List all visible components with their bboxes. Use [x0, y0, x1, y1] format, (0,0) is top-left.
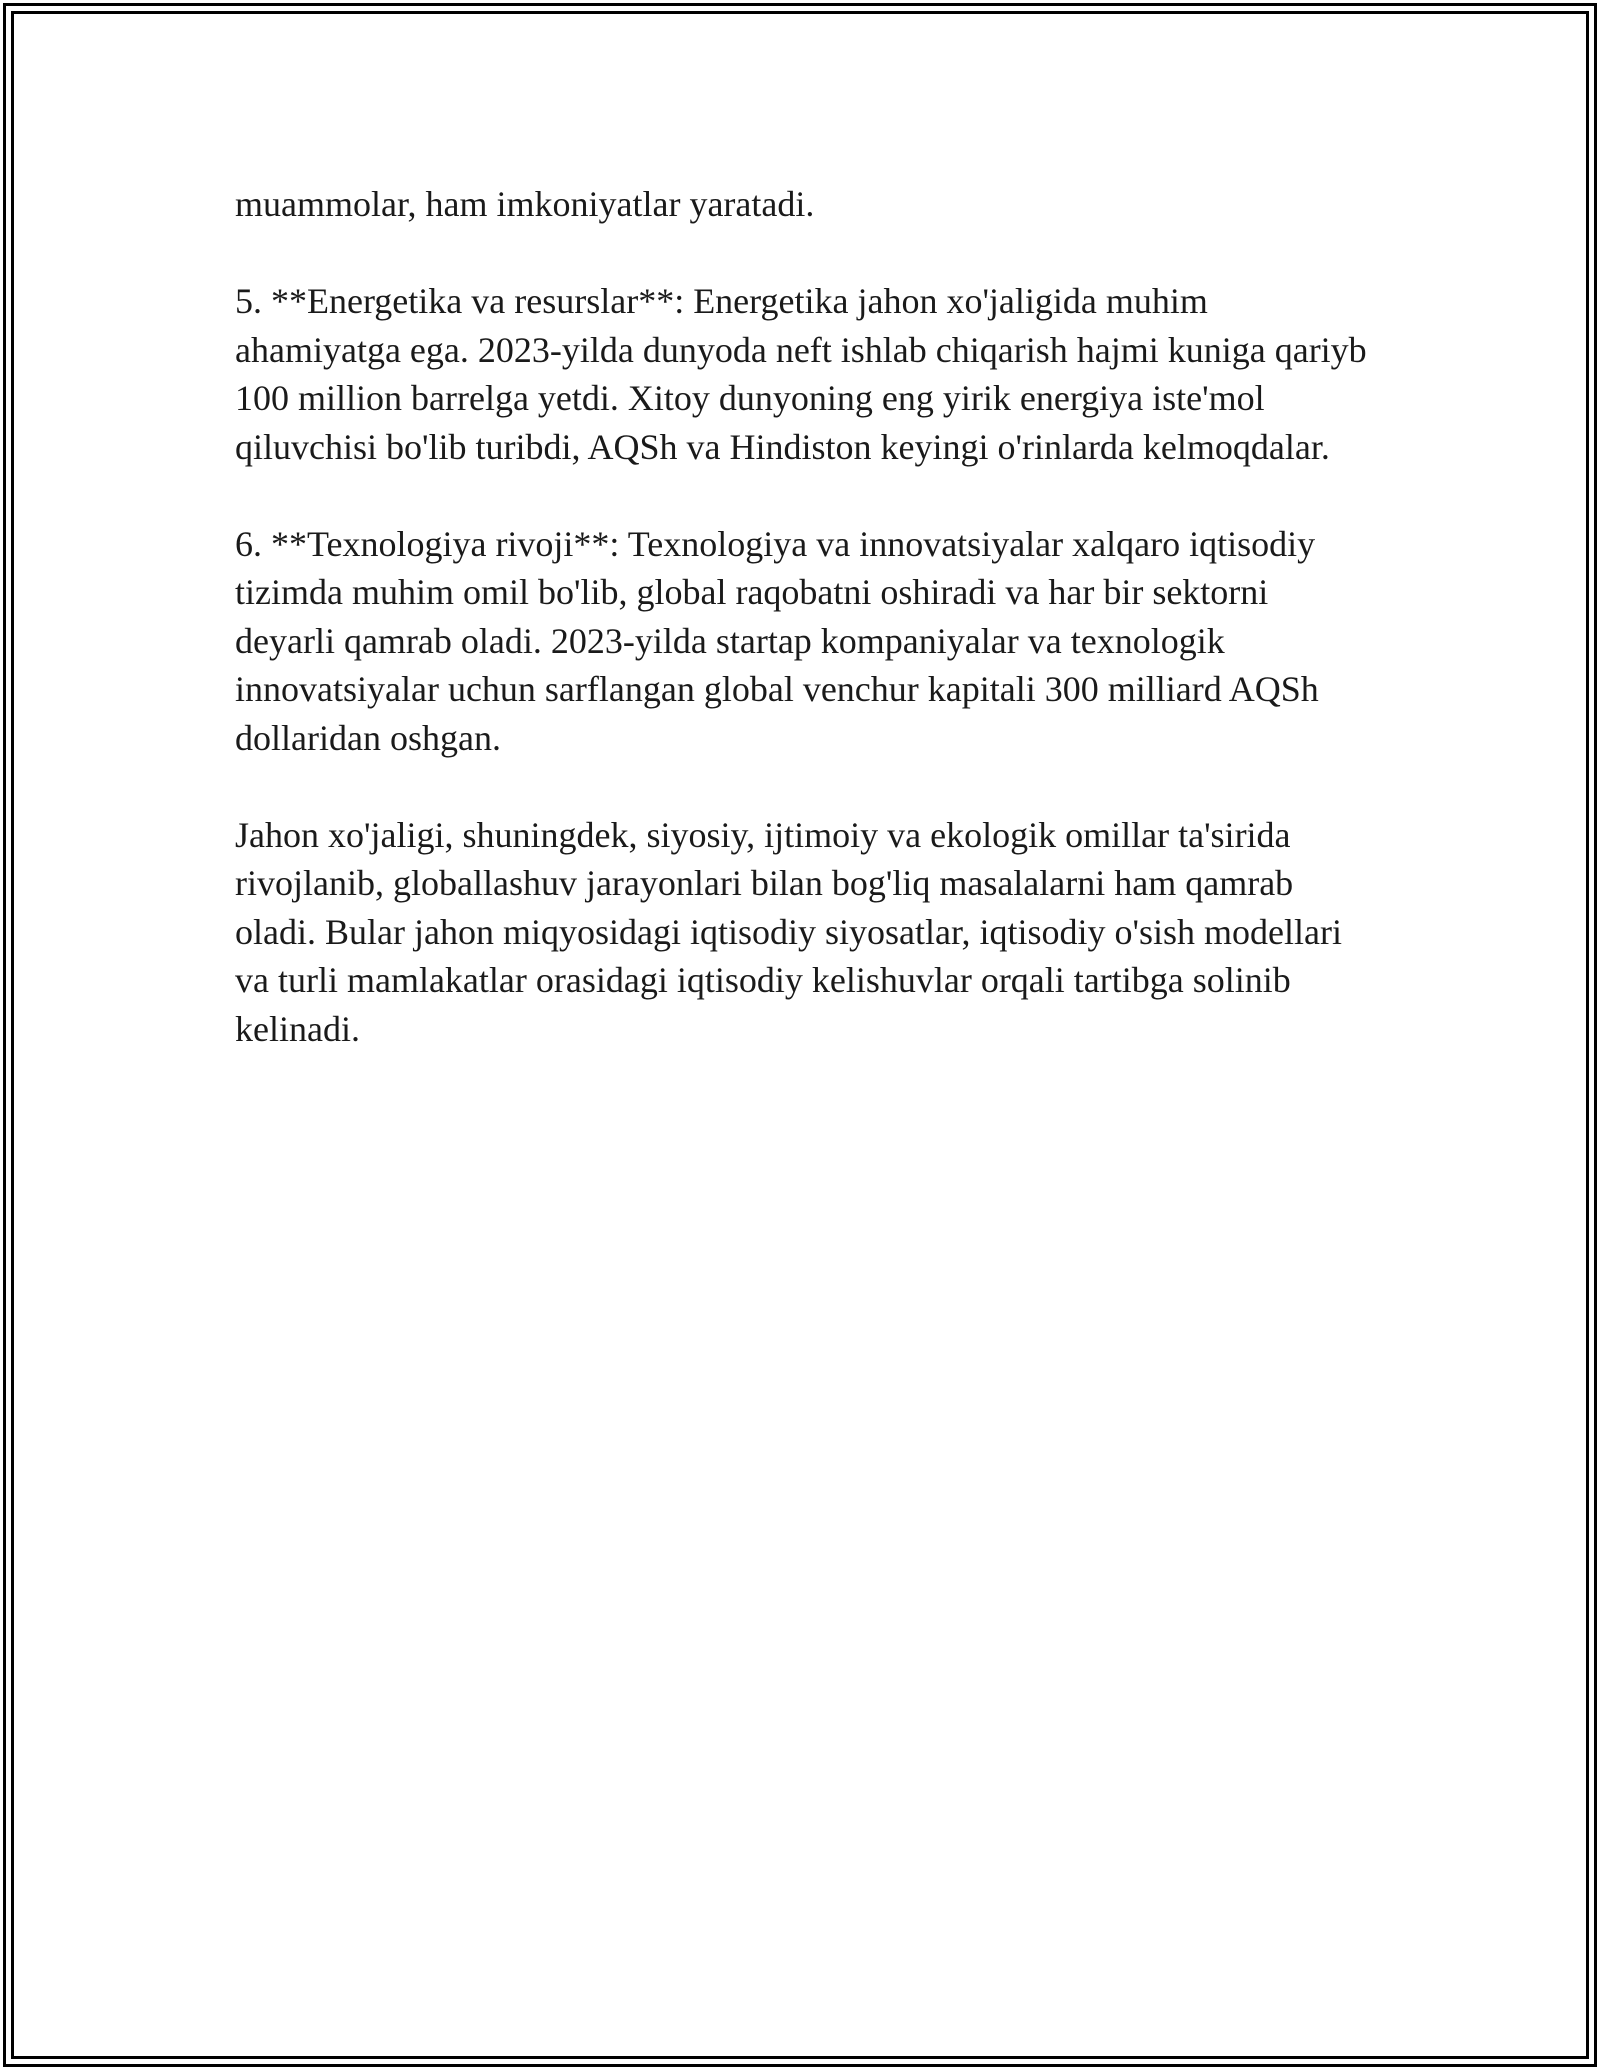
paragraph-conclusion: Jahon xo'jaligi, shuningdek, siyosiy, ijtimoiy va ekologik omillar ta'sirida rivojlanib, globallashuv jarayonlari bilan bog'liq masalalarni ham qamrab oladi. Bular jahon miqyosidagi iqtisodiy siyosatlar, iqtisodiy o'sish modellari va turli mamlakatlar orasidagi iqtisodiy kelishuvlar orqali tartibga solinib kelinadi. [235, 814, 1342, 1049]
paragraph-texnologiya: 6. **Texnologiya rivoji**: Texnologiya va innovatsiyalar xalqaro iqtisodiy tizimda muhim omil bo'lib, global raqobatni oshiradi va har bir sektorni deyarli qamrab oladi. 2023-yilda startap kompaniyalar va texnologik innovatsiyalar uchun sarflangan global venchur kapitali 300 milliard AQSh dollaridan oshgan. [235, 523, 1319, 758]
paragraph-continuation: muammolar, ham imkoniyatlar yaratadi. [235, 184, 815, 224]
document-body [235, 180, 1375, 1102]
paragraph-energetika: 5. **Energetika va resurslar**: Energetika jahon xo'jaligida muhim ahamiyatga ega. 2023-yilda dunyoda neft ishlab chiqarish hajmi kuniga qariyb 100 million barrelga yetdi. Xitoy dunyoning eng yirik energiya iste'mol qiluvchisi bo'lib turibdi, AQSh va Hindiston keyingi o'rinlarda kelmoqdalar. [235, 281, 1367, 467]
